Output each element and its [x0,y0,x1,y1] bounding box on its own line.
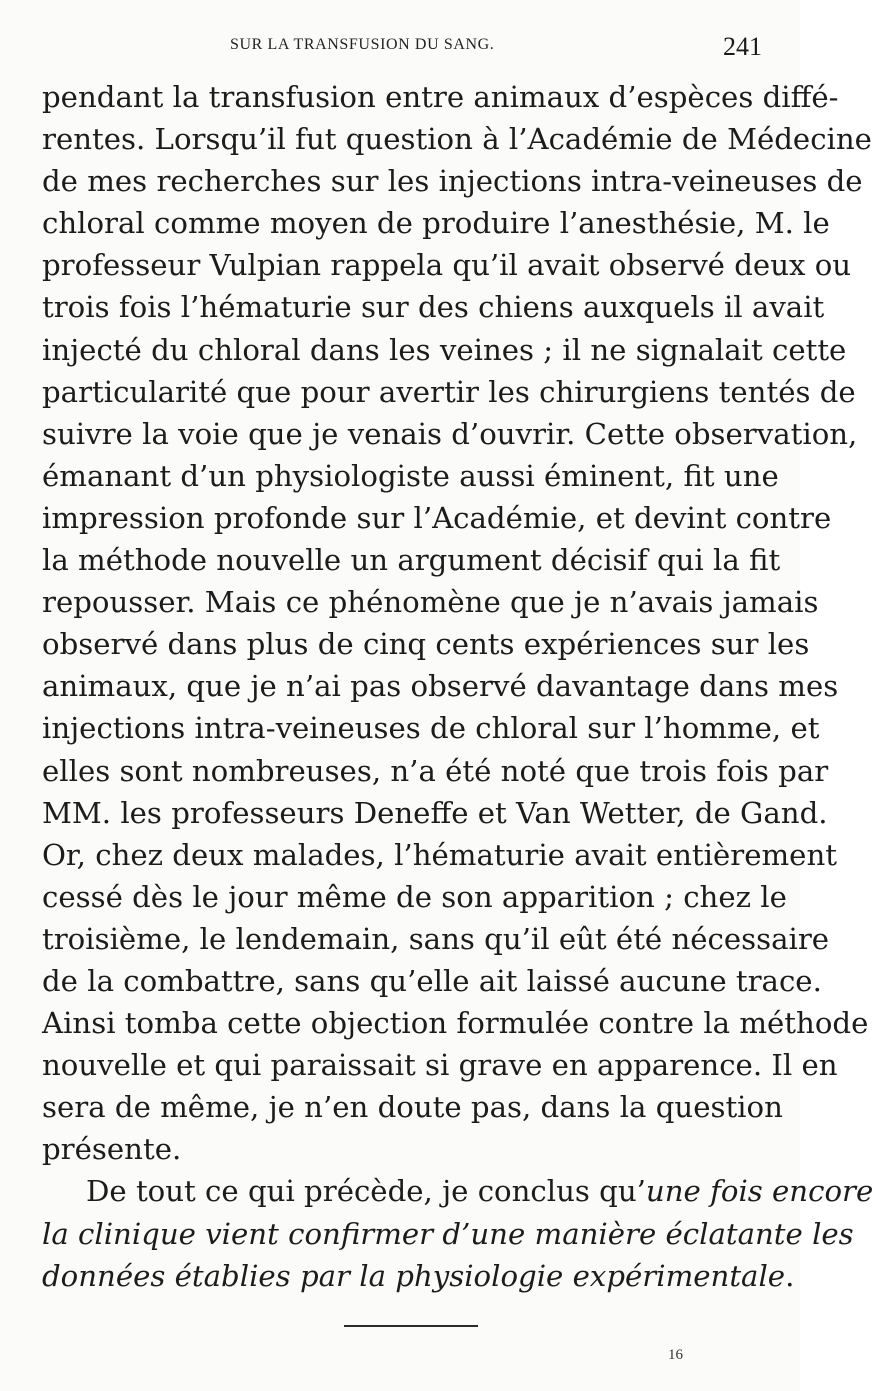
conclusion-line [42,1170,873,1212]
conclusion-italic-text: données établies par la physiologie expérimentale [42,1258,786,1293]
signature-mark: 16 [668,1347,683,1363]
text-line: chloral comme moyen de produire l’anesthésie, M. le [42,206,830,241]
section-rule [344,1325,478,1327]
text-line: observé dans plus de cinq cents expériences sur les [42,627,810,662]
text-line: injecté du chloral dans les veines ; il ne signalait cette [42,332,847,367]
text-line: trois fois l’hématurie sur des chiens auxquels il avait [42,290,825,325]
conclusion-italic-text: une fois encore [645,1174,873,1209]
conclusion-final-line [42,1255,795,1297]
text-line: troisième, le lendemain, sans qu’il eût été nécessaire [42,921,830,956]
conclusion-final-period: . [785,1258,795,1293]
body-text [42,76,873,1297]
text-line: émanant d’un physiologiste aussi éminent, fit une [42,458,779,493]
text-line: de mes recherches sur les injections intra-veineuses de [42,164,863,199]
text-line: sera de même, je n’en doute pas, dans la question [42,1090,783,1125]
text-line: MM. les professeurs Deneffe et Van Wetter, de Gand. [42,795,828,830]
text-line: suivre la voie que je venais d’ouvrir. Cette observation, [42,416,858,451]
page-number: 241 [723,32,762,61]
text-line: cessé dès le jour même de son apparition ; chez le [42,879,787,914]
text-line: particularité que pour avertir les chirurgiens tentés de [42,374,856,409]
text-line: la méthode nouvelle un argument décisif qui la fit [42,543,781,578]
text-line: professeur Vulpian rappela qu’il avait observé deux ou [42,248,852,283]
text-line: impression profonde sur l’Académie, et devint contre [42,500,832,535]
text-line: nouvelle et qui paraissait si grave en apparence. Il en [42,1048,838,1083]
text-line: injections intra-veineuses de chloral sur l’homme, et [42,711,820,746]
text-line: pendant la transfusion entre animaux d’espèces diffé- [42,80,839,114]
text-line: elles sont nombreuses, n’a été noté que trois fois par [42,753,829,788]
conclusion-italic-line: la clinique vient confirmer d’une manière éclatante les [42,1216,854,1251]
text-line: repousser. Mais ce phénomène que je n’avais jamais [42,585,819,620]
text-line: présente. [42,1132,182,1167]
text-line: Ainsi tomba cette objection formulée contre la méthode [42,1006,869,1041]
text-line: rentes. Lorsqu’il fut question à l’Académie de Médecine [42,122,872,157]
text-line: de la combattre, sans qu’elle ait laissé aucune trace. [42,963,822,998]
running-head-title: SUR LA TRANSFUSION DU SANG. [230,36,495,53]
text-line: Or, chez deux malades, l’hématurie avait entièrement [42,837,837,872]
conclusion-lead-text: De tout ce qui précède, je conclus qu’ [86,1174,646,1209]
text-line: animaux, que je n’ai pas observé davantage dans mes [42,669,839,704]
